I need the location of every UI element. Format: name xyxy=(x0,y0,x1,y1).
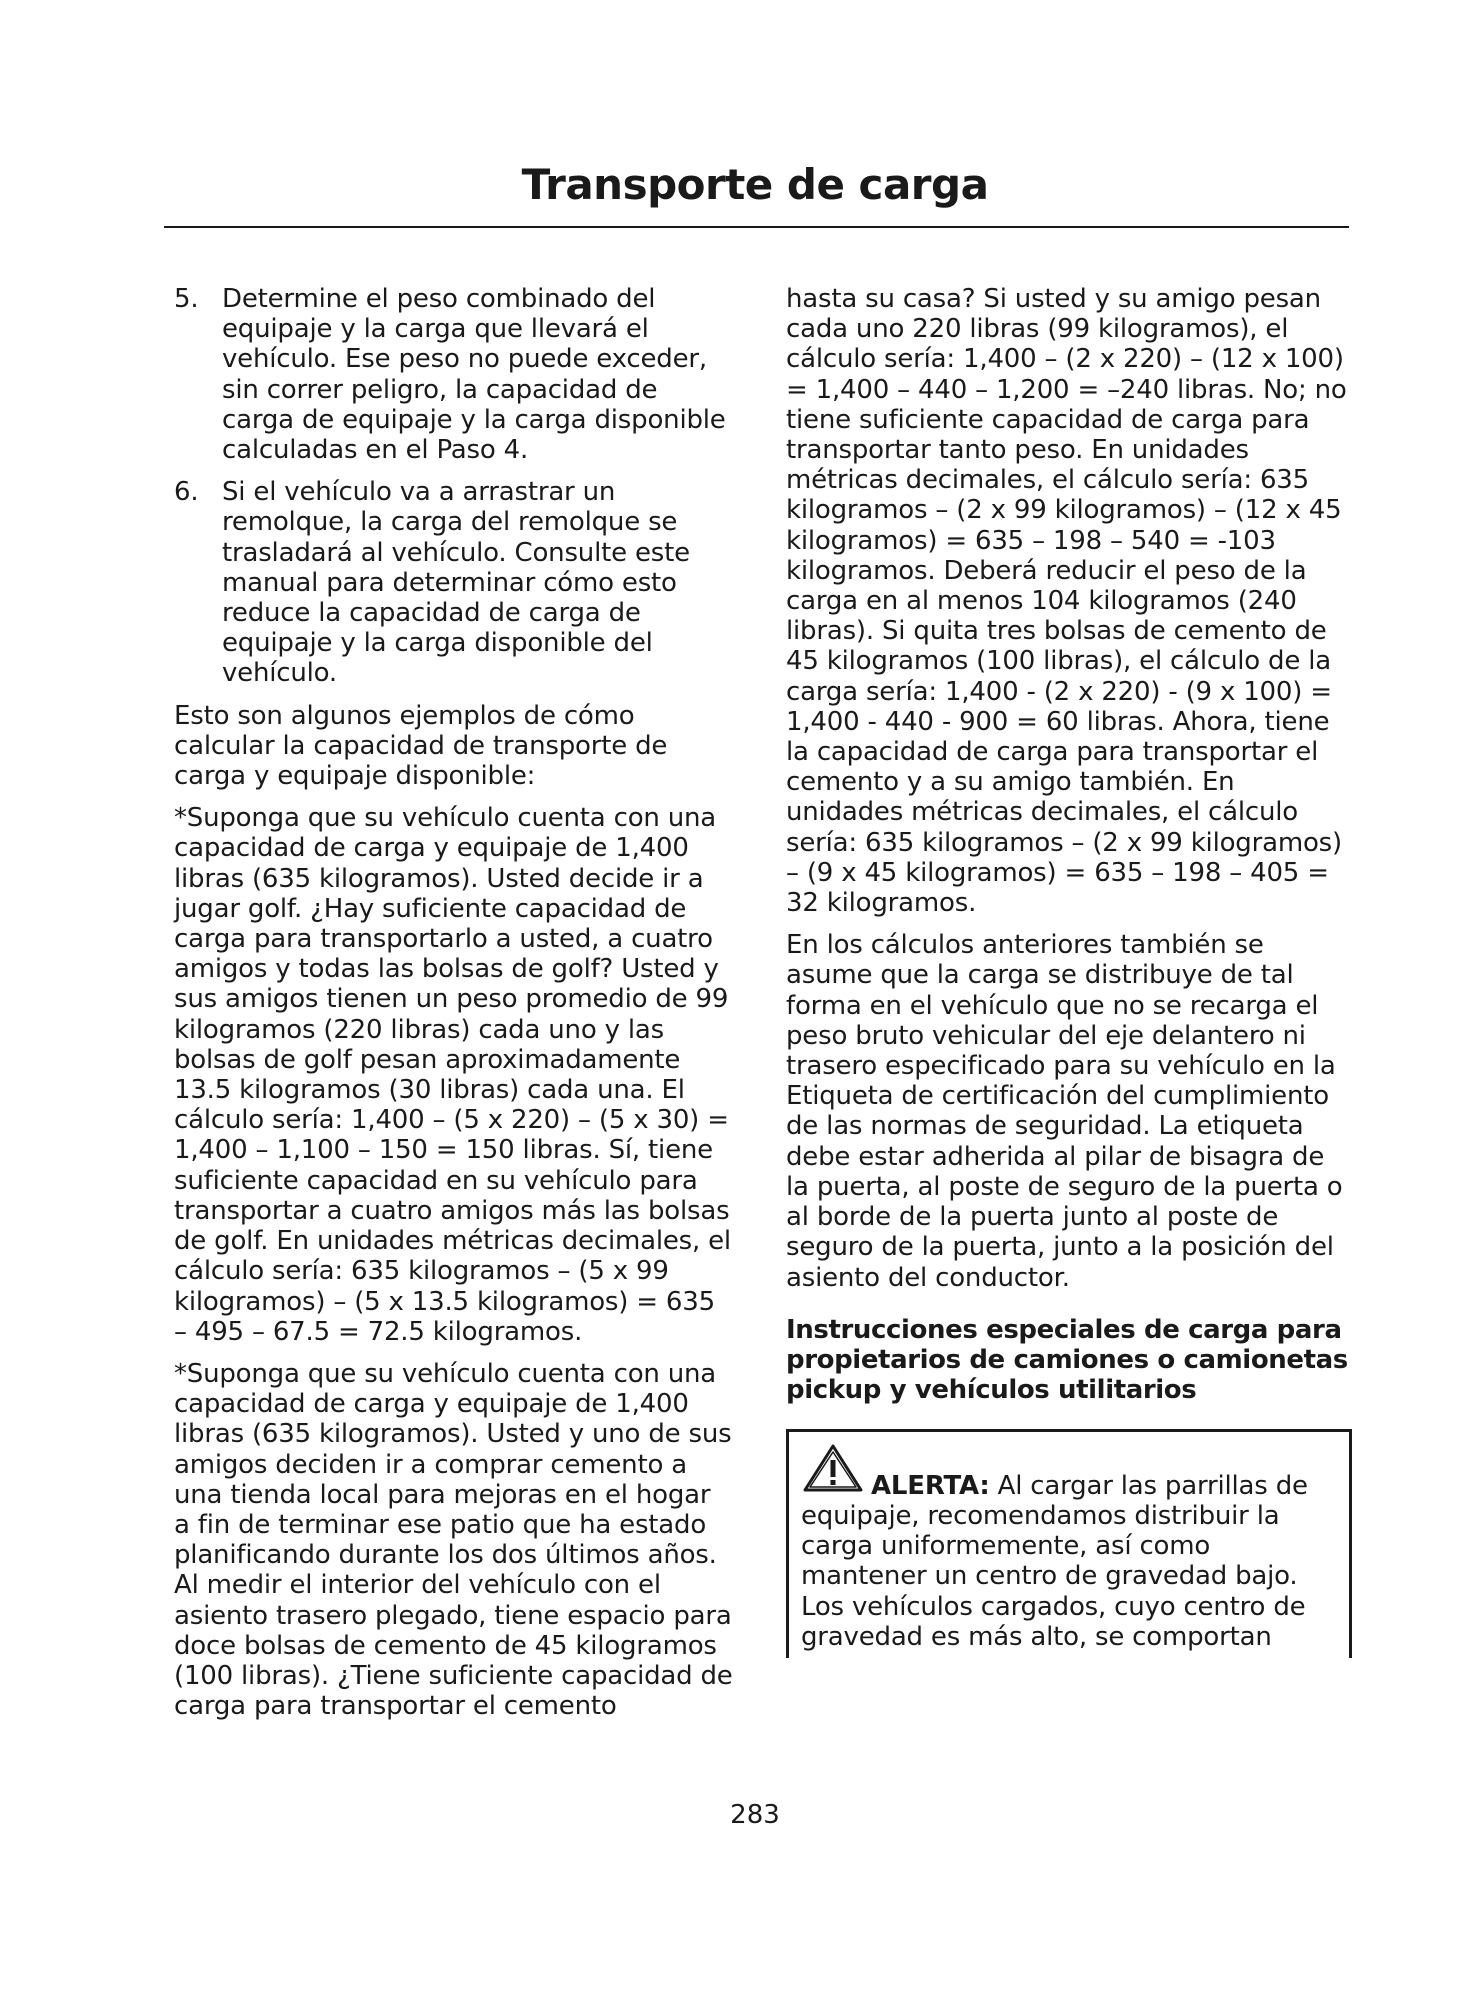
list-item-number: 5. xyxy=(174,284,199,314)
section-heading: Instrucciones especiales de carga para propietarios de camiones o camionetas pickup y vehículos utilitarios xyxy=(786,1314,1348,1405)
warning-triangle-icon xyxy=(801,1442,865,1494)
left-column xyxy=(174,284,734,1733)
title-divider xyxy=(164,226,1349,228)
list-item xyxy=(174,477,734,688)
example-cement-paragraph: *Suponga que su vehículo cuenta con una capacidad de carga y equipaje de 1,400 libras (635 kilogramos). Usted y uno de sus amigos deciden ir a comprar cemento a una tienda local para mejoras en el hogar a fin de terminar ese patio que ha estado planificando durante los dos últimos años. Al medir el interior del vehículo con el asiento trasero plegado, tiene espacio para doce bolsas de cemento de 45 kilogramos (100 libras). ¿Tiene suficiente capacidad de carga para transportar el cemento xyxy=(174,1358,733,1722)
alert-box xyxy=(786,1429,1352,1658)
example-cement-continuation: hasta su casa? Si usted y su amigo pesan cada uno 220 libras (99 kilogramos), el cálculo sería: 1,400 – (2 x 220) – (12 x 100) = 1,400 – 440 – 1,200 = –240 libras. No; no tiene suficiente capacidad de carga para transportar tanto peso. En unidades métricas decimales, el cálculo sería: 635 kilogramos – (2 x 99 kilogramos) – (12 x 45 kilogramos) = 635 – 198 – 540 = -103 kilogramos. Deberá reducir el peso de la carga en al menos 104 kilogramos (240 libras). Si quita tres bolsas de cemento de 45 kilogramos (100 libras), el cálculo de la carga sería: 1,400 - (2 x 220) - (9 x 100) = 1,400 - 440 - 900 = 60 libras. Ahora, tiene la capacidad de carga para transportar el cemento y a su amigo también. En unidades métricas decimales, el cálculo sería: 635 kilogramos – (2 x 99 kilogramos) – (9 x 45 kilogramos) = 635 – 198 – 405 = 32 kilogramos. xyxy=(786,284,1347,919)
alert-label: ALERTA: xyxy=(871,1470,990,1501)
page-number: 283 xyxy=(730,1800,780,1830)
page-title: Transporte de carga xyxy=(521,160,989,209)
alert-text: Al cargar las parrillas de equipaje, recomendamos distribuir la carga uniformemente, así como mantener un centro de gravedad bajo. Los vehículos cargados, cuyo centro de gravedad es más alto, se comportan xyxy=(801,1470,1308,1652)
example-golf-paragraph: *Suponga que su vehículo cuenta con una capacidad de carga y equipaje de 1,400 libras (635 kilogramos). Usted decide ir a jugar golf. ¿Hay suficiente capacidad de carga para transportarlo a usted, a cuatro amigos y todas las bolsas de golf? Usted y sus amigos tienen un peso promedio de 99 kilogramos (220 libras) cada uno y las bolsas de golf pesan aproximadamente 13.5 kilogramos (30 libras) cada una. El cálculo sería: 1,400 – (5 x 220) – (5 x 30) = 1,400 – 1,100 – 150 = 150 libras. Sí, tiene suficiente capacidad en su vehículo para transportar a cuatro amigos más las bolsas de golf. En unidades métricas decimales, el cálculo sería: 635 kilogramos – (5 x 99 kilogramos) – (5 x 13.5 kilogramos) = 635 – 495 – 67.5 = 72.5 kilogramos. xyxy=(174,803,731,1347)
list-item-text: Si el vehículo va a arrastrar un remolque, la carga del remolque se trasladará al vehículo. Consulte este manual para determinar cómo esto reduce la capacidad de carga de equipaje y la carga disponible del vehículo. xyxy=(222,477,690,689)
list-item xyxy=(174,284,734,465)
right-column xyxy=(786,284,1352,1658)
list-item-number: 6. xyxy=(174,477,199,508)
list-item-text: Determine el peso combinado del equipaje y la carga que llevará el vehículo. Ese peso no puede exceder, sin correr peligro, la capacidad de carga de equipaje y la carga disponible calculadas en el Paso 4. xyxy=(222,284,726,466)
alert-content xyxy=(801,1442,1337,1652)
distribution-paragraph: En los cálculos anteriores también se asume que la carga se distribuye de tal forma en el vehículo que no se recarga el peso bruto vehicular del eje delantero ni trasero especificado para su vehículo en la Etiqueta de certificación del cumplimiento de las normas de seguridad. La etiqueta debe estar adherida al pilar de bisagra de la puerta, al poste de seguro de la puerta o al borde de la puerta junto al poste de seguro de la puerta, junto a la posición del asiento del conductor. xyxy=(786,930,1343,1293)
intro-paragraph: Esto son algunos ejemplos de cómo calcular la capacidad de transporte de carga y equipaje disponible: xyxy=(174,700,668,792)
